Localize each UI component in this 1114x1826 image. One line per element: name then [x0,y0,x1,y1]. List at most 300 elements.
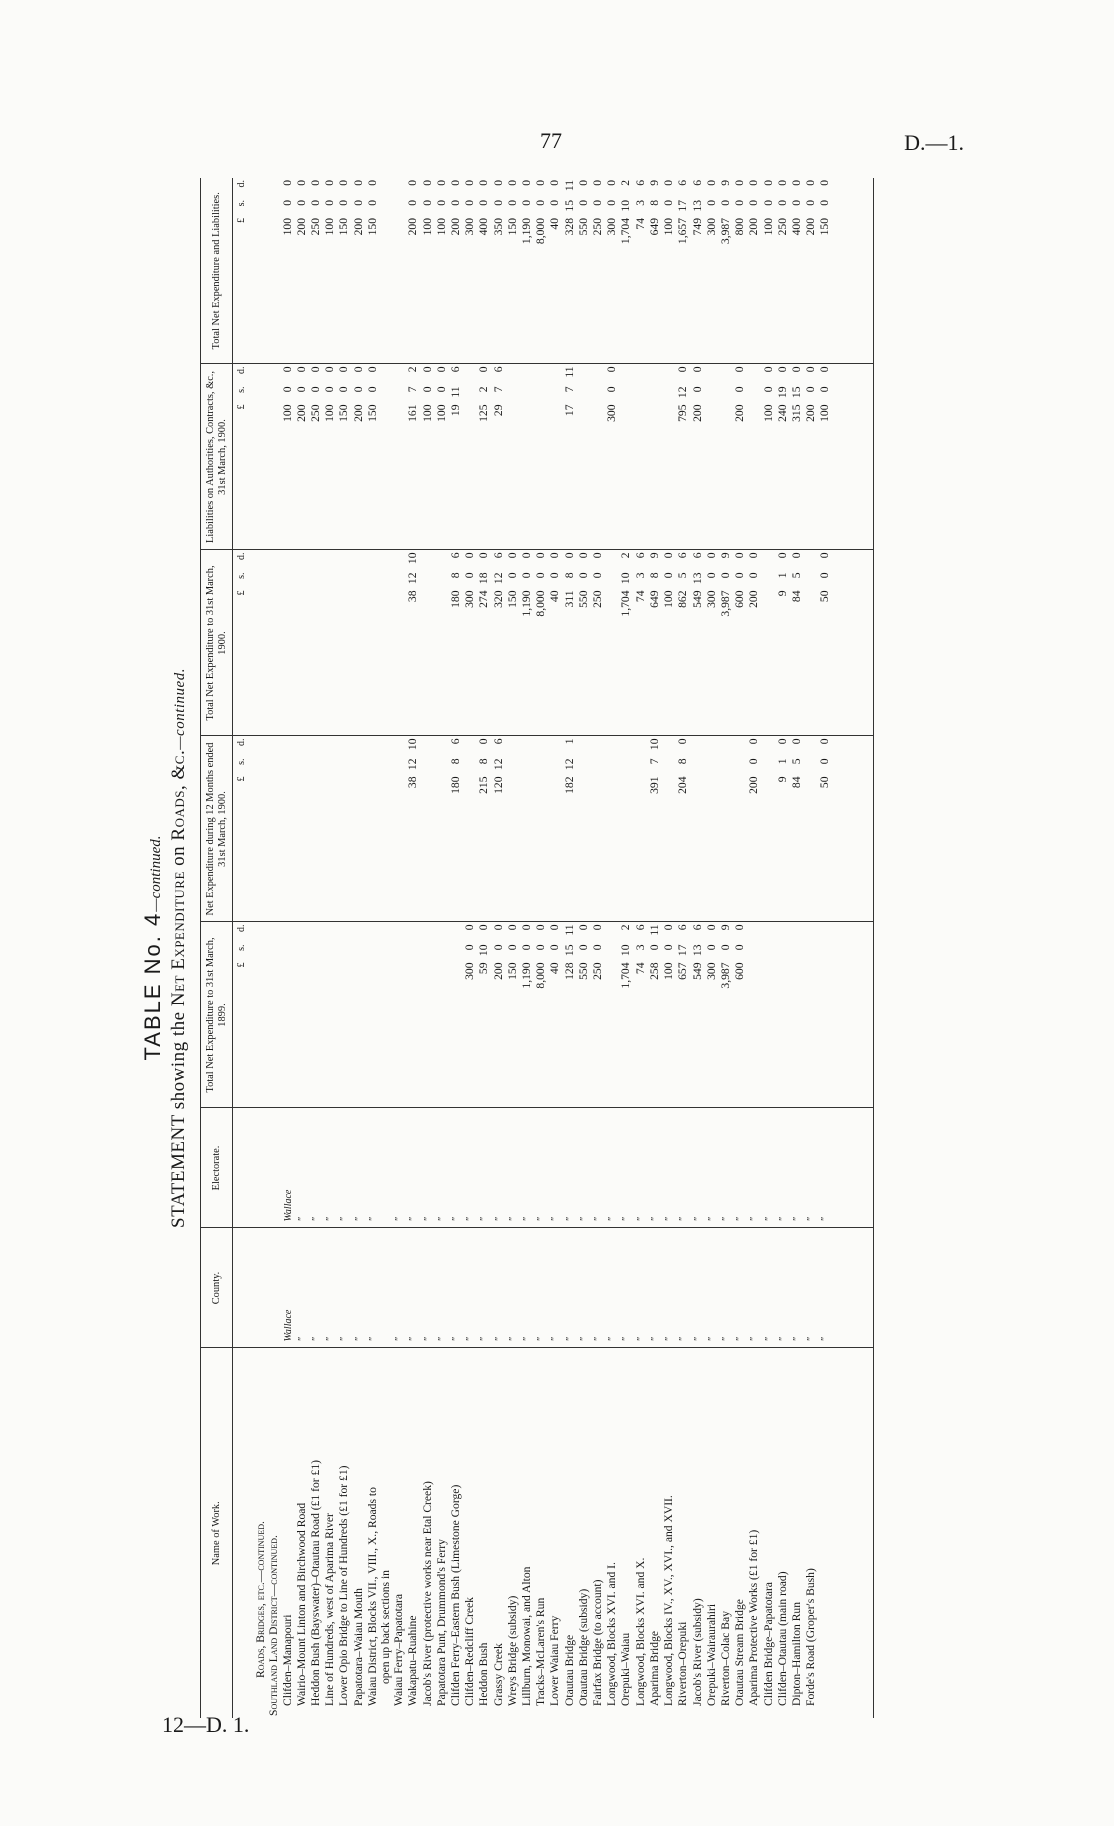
pence: 0 [789,738,803,745]
table-row [705,178,719,1718]
table-row [762,178,776,1718]
amount-cell [366,922,392,1108]
electorate-cell [406,1108,420,1228]
county-value: " [507,1337,519,1342]
electorate-value: " [692,1217,704,1222]
pounds: 3,987 [718,962,732,989]
shillings: 0 [591,572,605,579]
shillings: 5 [789,758,803,765]
pounds: 125 [477,404,491,422]
table-row [463,178,477,1718]
amount-cell [577,364,591,550]
amount-cell [818,178,832,364]
pounds: 150 [365,404,379,422]
electorate-value: " [735,1217,747,1222]
county-value: " [311,1337,323,1342]
pence: 6 [633,180,647,186]
pence: 11 [562,924,576,936]
amount-cell [477,922,491,1108]
table-row [520,178,534,1718]
shillings: 0 [548,572,562,579]
amount-cell [548,922,562,1108]
amount-cell [309,550,323,736]
amount-cell [705,550,719,736]
county-cell [676,1228,690,1348]
work-name-text: Fairfax Bridge (to account) [591,1579,605,1706]
pounds: 300 [704,218,718,236]
table-row [605,178,619,1718]
county-cell [281,1228,295,1348]
shillings: 0 [505,572,519,579]
table-row [366,178,392,1718]
work-name-text: Heddon Bush [477,1642,491,1706]
pence: 0 [505,924,519,931]
county-value: " [749,1337,761,1342]
electorate-value: " [325,1217,337,1222]
shillings: 0 [294,200,308,206]
county-value: " [664,1337,676,1342]
pence: 0 [775,738,789,745]
statement-mid: on [168,840,189,872]
shillings: 12 [406,758,420,771]
amount-cell [520,736,534,922]
pounds: 300 [605,218,619,236]
amount-cell [662,178,676,364]
work-name [747,1348,761,1718]
amount-cell [563,178,577,364]
amount-cell [776,922,790,1108]
pounds: 300 [463,590,477,608]
electorate-value: " [353,1217,365,1222]
amount-cell [449,736,463,922]
pounds: 550 [576,962,590,980]
electorate-cell [705,1108,719,1228]
electorate-cell [676,1108,690,1228]
county-value: " [550,1337,562,1342]
pence: 6 [676,552,690,559]
amount-cell [648,922,662,1108]
pence: 0 [449,180,463,186]
amount-cell [506,550,520,736]
pounds: 328 [562,218,576,236]
pounds: 100 [662,590,676,608]
shillings: 0 [718,200,732,206]
pence: 0 [662,180,676,186]
county-cell [366,1228,392,1348]
amount-cell [421,364,435,550]
amount-cell [605,178,619,364]
amount-cell [648,364,662,550]
amount-cell [790,178,804,364]
amount-cell [747,364,761,550]
pounds: 8,000 [534,962,548,989]
table-row [662,178,676,1718]
pence: 0 [818,180,832,186]
shillings: 12 [562,758,576,771]
pence: 0 [789,552,803,559]
work-name [406,1348,420,1718]
amount-cell [577,550,591,736]
work-name [366,1348,392,1718]
amount-cell [449,178,463,364]
electorate-cell [506,1108,520,1228]
shillings: 0 [548,200,562,206]
pounds: 200 [747,590,761,608]
shillings: 0 [704,944,718,951]
amount-cell [691,922,705,1108]
shillings: 0 [548,944,562,951]
work-name [719,1348,733,1718]
county-cell [492,1228,506,1348]
shillings: 18 [477,572,491,585]
shillings: 3 [633,944,647,951]
electorate-value: " [791,1217,803,1222]
work-name [449,1348,463,1718]
work-name-text: Otautau Bridge (subsidy) [576,1588,590,1706]
electorate-value: " [635,1217,647,1222]
county-cell [591,1228,605,1348]
electorate-cell [366,1108,392,1228]
amount-cell [804,178,818,364]
amount-cell [534,178,548,364]
electorate-cell [762,1108,776,1228]
amount-cell [563,364,577,550]
pence: 10 [406,738,420,751]
work-name [492,1348,506,1718]
amount-cell [662,922,676,1108]
amount-cell [477,550,491,736]
pence: 0 [351,180,365,186]
pounds: 400 [789,218,803,236]
pence: 0 [534,180,548,186]
electorate-value: " [436,1217,448,1222]
amount-cell [323,364,337,550]
pence: 0 [576,924,590,931]
pounds: 100 [280,218,294,236]
pence: 0 [775,180,789,186]
amount-cell [392,364,406,550]
county-value: Wallace [282,1309,294,1342]
electorate-cell [449,1108,463,1228]
work-name-text: Longwood, Blocks XVI. and X. [633,1557,647,1706]
pounds: 150 [337,218,351,236]
electorate-cell [534,1108,548,1228]
amount-cell [281,922,295,1108]
amount-cell [492,178,506,364]
shillings: 0 [434,386,448,393]
amount-cell [309,178,323,364]
pounds: 311 [562,590,576,608]
shillings: 0 [775,200,789,206]
amount-cell [281,736,295,922]
pounds: 150 [337,404,351,422]
pounds: 862 [676,590,690,608]
work-name [392,1348,406,1718]
amount-cell [605,364,619,550]
county-value: " [621,1337,633,1342]
pounds: 150 [818,218,832,236]
shillings: 0 [733,386,747,393]
pence: 0 [804,366,818,373]
shillings: 0 [804,386,818,393]
title-block [136,178,190,1718]
amount-cell [435,550,449,736]
amount-cell [676,178,690,364]
work-name-text: Riverton–Orepuki [676,1621,690,1706]
pounds: 300 [704,962,718,980]
page-number: 77 [540,128,562,153]
pence: 0 [491,180,505,186]
header-total-1899: Total Net Expenditure to 31st March, 1899. [201,922,233,1108]
work-name [323,1348,337,1718]
work-name-text: Lower Opio Bridge to Line of Hundreds (£1 for £1) [337,1465,351,1706]
amount-cell [676,922,690,1108]
table-row [634,178,648,1718]
pence: 2 [619,552,633,559]
county-value: " [564,1337,576,1342]
pounds: 40 [548,962,562,975]
amount-cell [676,550,690,736]
shillings: 0 [505,944,519,951]
shillings: 7 [406,386,420,393]
amount-cell [366,736,392,922]
pounds: 9 [775,776,789,783]
pounds: 200 [351,218,365,236]
work-name [648,1348,662,1718]
pence: 0 [323,180,337,186]
electorate-value: " [522,1217,534,1222]
work-name [705,1348,719,1718]
amount-cell [406,364,420,550]
pence: 6 [449,552,463,559]
pounds: 100 [662,218,676,236]
pence: 0 [323,366,337,373]
county-value: " [422,1337,434,1342]
amount-cell [818,922,832,1108]
amount-cell [352,550,366,736]
county-cell [352,1228,366,1348]
county-cell [747,1228,761,1348]
electorate-cell [421,1108,435,1228]
amount-cell [366,178,392,364]
statement-prefix: STATEMENT showing the [168,1006,189,1228]
shillings: 1 [775,572,789,579]
table-row [818,178,832,1718]
pounds: 38 [406,776,420,789]
pence: 0 [505,552,519,559]
pounds: 300 [605,404,619,422]
amount-cell [463,922,477,1108]
shillings: 10 [477,944,491,957]
amount-cell [563,922,577,1108]
amount-cell [449,922,463,1108]
amount-cell [634,736,648,922]
work-name [563,1348,577,1718]
header-name: Name of Work. [201,1348,233,1718]
units-row [233,178,255,1718]
units-cell: £s.d. [233,922,255,1108]
shillings: 5 [676,572,690,579]
pence: 11 [562,366,576,378]
amount-cell [719,550,733,736]
table-row [648,178,662,1718]
work-name-text: Riverton–Colac Bay [718,1611,732,1706]
amount-cell [548,178,562,364]
county-cell [449,1228,463,1348]
shillings: 0 [337,200,351,206]
shillings: 0 [520,944,534,951]
electorate-cell [463,1108,477,1228]
shillings: 0 [365,386,379,393]
shillings: 8 [477,758,491,765]
work-name [818,1348,832,1718]
pence: 0 [534,552,548,559]
pounds: 180 [449,590,463,608]
amount-cell [421,178,435,364]
pence: 0 [733,552,747,559]
table-row [563,178,577,1718]
pounds: 100 [323,218,337,236]
pence: 0 [463,180,477,186]
pounds: 1,704 [619,590,633,617]
statement-suffix: —continued. [172,668,188,750]
pence: 0 [520,552,534,559]
electorate-value: " [311,1217,323,1222]
county-cell [392,1228,406,1348]
pounds: 74 [633,590,647,603]
shillings: 0 [733,200,747,206]
work-name-text: Lower Waiau Ferry [548,1615,562,1706]
amount-cell [662,736,676,922]
pounds: 8,000 [534,590,548,617]
pence: 0 [434,366,448,373]
county-cell [691,1228,705,1348]
work-name-text: Dipton–Hamilton Run [789,1601,803,1706]
pence: 0 [548,180,562,186]
pounds: 100 [761,404,775,422]
work-name-text: Longwood, Blocks XVI. and I. [605,1562,619,1706]
county-value: " [536,1337,548,1342]
amount-cell [492,922,506,1108]
shillings: 0 [491,200,505,206]
amount-cell [563,736,577,922]
amount-cell [548,550,562,736]
pounds: 550 [576,590,590,608]
pence: 6 [491,366,505,373]
table-row [719,178,733,1718]
amount-cell [492,364,506,550]
pence: 0 [337,366,351,373]
pounds: 200 [294,404,308,422]
amount-cell [548,364,562,550]
electorate-value: Wallace [282,1189,294,1222]
amount-cell [337,736,351,922]
work-name [577,1348,591,1718]
amount-cell [337,922,351,1108]
electorate-value: " [422,1217,434,1222]
pence: 6 [449,366,463,373]
pounds: 100 [662,962,676,980]
amount-cell [392,922,406,1108]
table-title [140,178,166,1718]
amount-cell [605,736,619,922]
amount-cell [534,364,548,550]
shillings: 7 [491,386,505,393]
shillings: 0 [406,200,420,206]
amount-cell [804,364,818,550]
work-name [804,1348,818,1718]
county-value: " [493,1337,505,1342]
pounds: 120 [491,776,505,794]
electorate-value: " [578,1217,590,1222]
amount-cell [449,550,463,736]
amount-cell [520,922,534,1108]
electorate-value: " [493,1217,505,1222]
pounds: 315 [789,404,803,422]
amount-cell [804,736,818,922]
amount-cell [591,550,605,736]
shillings: 0 [463,200,477,206]
county-cell [463,1228,477,1348]
header-total-1900: Total Net Expenditure to 31st March, 1900. [201,550,233,736]
shillings: 13 [690,572,704,585]
pounds: 657 [676,962,690,980]
pounds: 150 [505,590,519,608]
electorate-cell [605,1108,619,1228]
electorate-value: " [394,1217,406,1222]
amount-cell [337,364,351,550]
electorate-cell [435,1108,449,1228]
work-name-text: Grassy Creek [491,1643,505,1706]
pounds: 200 [804,218,818,236]
work-name-text: Heddon Bush (Bayswater)–Otautau Road (£1 for £1) [309,1460,323,1706]
electorate-value: " [536,1217,548,1222]
shillings: 0 [420,200,434,206]
shillings: 10 [619,572,633,585]
pounds: 1,190 [520,590,534,617]
pence: 0 [704,180,718,186]
amount-cell [762,178,776,364]
pounds: 250 [591,590,605,608]
electorate-cell [804,1108,818,1228]
shillings: 0 [789,200,803,206]
shillings: 0 [747,572,761,579]
pounds: 250 [591,962,605,980]
pence: 9 [718,552,732,559]
pence: 0 [733,366,747,373]
county-cell [790,1228,804,1348]
county-cell [337,1228,351,1348]
pounds: 100 [761,218,775,236]
electorate-cell [648,1108,662,1228]
pounds: 200 [747,218,761,236]
amount-cell [281,364,295,550]
table-row [676,178,690,1718]
pence: 0 [804,180,818,186]
pounds: 100 [280,404,294,422]
table-row [591,178,605,1718]
amount-cell [421,736,435,922]
section-heading-row [254,178,267,1718]
county-cell [563,1228,577,1348]
shillings: 0 [520,572,534,579]
pounds: 549 [690,962,704,980]
electorate-cell [563,1108,577,1228]
shillings: 17 [676,200,690,212]
county-value: " [763,1337,775,1342]
table-bottom-row [833,178,874,1718]
amount-cell [662,550,676,736]
